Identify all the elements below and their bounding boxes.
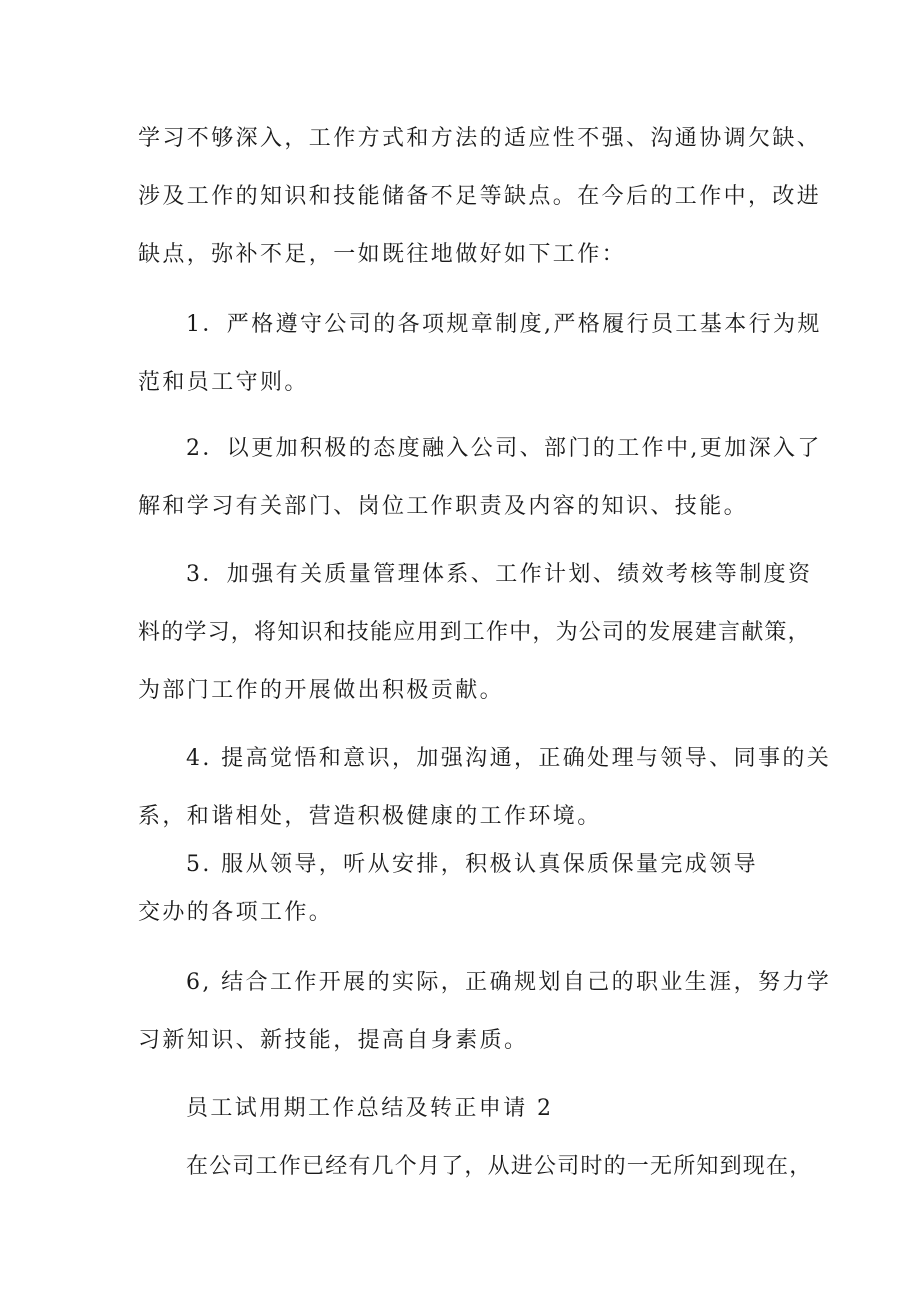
list-item-3-line: 料的学习，将知识和技能应用到工作中，为公司的发展建言献策， <box>138 620 811 645</box>
paragraph-line: 涉及工作的知识和技能储备不足等缺点。在今后的工作中，改进 <box>138 184 822 209</box>
list-item-2-line: 2．以更加积极的态度融入公司、部门的工作中,更加深入了 <box>186 436 822 461</box>
section-heading: 员工试用期工作总结及转正申请 2 <box>186 1096 554 1121</box>
list-item-4-line: 系，和谐相处，营造积极健康的工作环境。 <box>138 804 602 829</box>
list-item-1-line: 1．严格遵守公司的各项规章制度,严格履行员工基本行为规 <box>186 312 822 337</box>
list-item-6-line: 习新知识、新技能，提高自身素质。 <box>138 1028 529 1053</box>
list-item-3-line: 为部门工作的开展做出积极贡献。 <box>138 678 505 703</box>
list-item-5-line: 5. 服从领导，听从安排，积极认真保质保量完成领导 <box>186 852 758 877</box>
paragraph-line: 在公司工作已经有几个月了，从进公司时的一无所知到现在， <box>186 1154 813 1179</box>
paragraph-line: 学习不够深入，工作方式和方法的适应性不强、沟通协调欠缺、 <box>138 126 822 151</box>
list-item-2-line: 解和学习有关部门、岗位工作职责及内容的知识、技能。 <box>138 494 749 519</box>
list-item-5-line: 交办的各项工作。 <box>138 900 334 925</box>
paragraph-line: 缺点，弥补不足，一如既往地做好如下工作： <box>138 242 627 267</box>
list-item-3-line: 3．加强有关质量管理体系、工作计划、绩效考核等制度资 <box>186 562 813 587</box>
list-item-1-line: 范和员工守则。 <box>138 370 309 395</box>
list-item-6-line: 6, 结合工作开展的实际，正确规划自己的职业生涯，努力学 <box>186 970 832 995</box>
list-item-4-line: 4. 提高觉悟和意识，加强沟通，正确处理与领导、同事的关 <box>186 746 832 771</box>
